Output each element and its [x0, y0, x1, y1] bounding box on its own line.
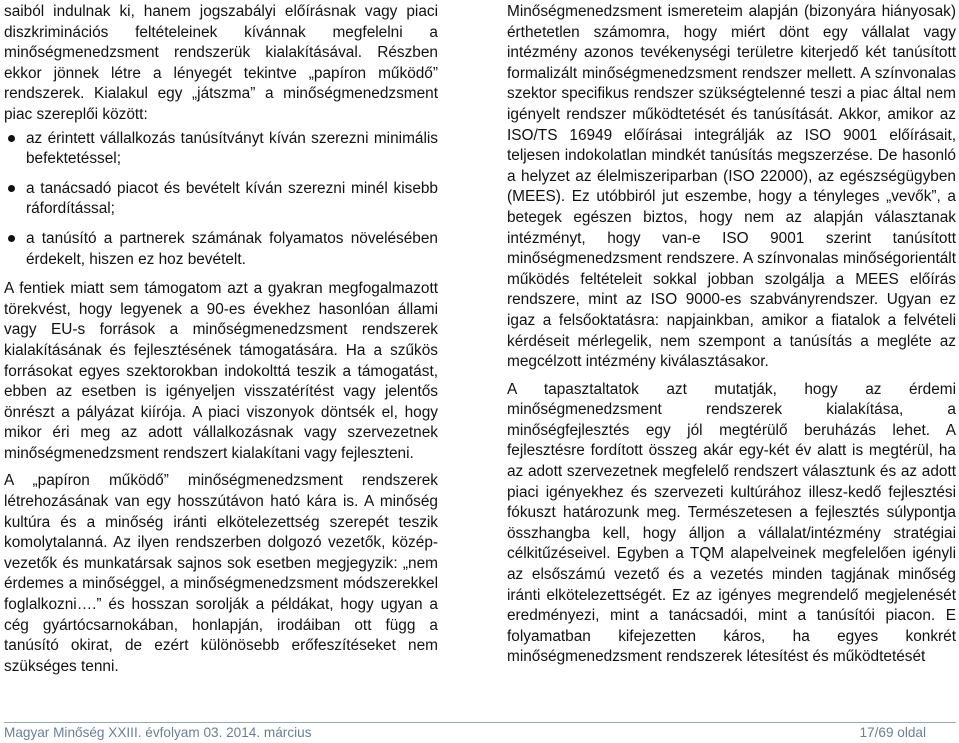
- journal-info: Magyar Minőség XXIII. évfolyam 03. 2014. március: [4, 725, 312, 740]
- bullet-icon: [8, 185, 15, 192]
- right-paragraph-2: A tapasztaltatok azt mutatják, hogy az érdemi minőségmenedzsment rendszerek kialakítása, a minőségfejlesztés egy jól megtérülő beruházás lehet. A fejlesztésre fordított összeg akár egy-két év alatt is megtérül, ha az adott szervezetnek megfelelő rendszert választunk és az adott piaci igényekhez és szervezeti kultúrához illesz-kedő fejlesztési fókuszt határozunk meg. Természetesen a fejlesztés súlypontja összhangba kell, hogy álljon a vállalat/intézmény stratégiai célkitűzéseivel. Egyben a TQM alapelveinek megfelelően igényli az elsőszámú vezető és a vezetés minden tagjának minőség iránti elkötelezettségét. Ez az igényes megrendelő megjelenését eredményezi, mint a tanácsadói, mint a tanúsítói piacon. E folyamatban kifejezetten káros, ha egyes konkrét minőségmenedzsment rendszerek létesítést és működtetését: [507, 380, 956, 666]
- right-column: [507, 2, 956, 668]
- right-paragraph-1: Minőségmenedzsment ismereteim alapján (bizonyára hiányosak) érthetetlen számomra, hogy miért dönt egy vállalat vagy intézmény azonos tevékenységi területre kiterjedő két tanúsított formalizált minőségmenedzsment rendszer mellett. A színvonalas szektor specifikus rendszer szükségtelenné teszi a piac által nem igényelt rendszer működtetését és tanúsítását. Akkor, amikor az ISO/TS 16949 előírásai integrálják az ISO 9001 előírásait, teljesen indokolatlan mindkét tanúsítás megszerzése. De hasonló a helyzet az élelmiszeriparban (ISO 22000), az egészségügyben (MEES). Ez utóbbiról jut eszembe, hogy a tényleges „vevők”, a betegek egészen biztos, hogy nem az alapján választanak intézményt, hogy van-e ISO 9001 szerint tanúsított minőségmenedzsment rendszere. A színvonalas minőségorientált működés feltételeit sokkal jobban szolgálja a MEES előírás rendszere, mint az ISO 9000-es szabványrendszer. Ugyan ez igaz a felsőoktatásra: napjainkban, amikor a fiatalok a felvételi kérdéseit mérlegelik, nem szempont a tanúsítás a megléte az megcélzott intézmény kiválasztásakor.: [507, 3, 956, 371]
- left-column: [4, 2, 438, 677]
- left-paragraph-3: A „papíron működő” minőségmenedzsment rendszerek létrehozásának van egy hosszútávon ható kára is. A minőség kultúra és a minőség iránti elkötelezettség szerepét teszik komolytalanná. Az ilyen rendszerben dolgozó vezetők, közép-vezetők és munkatársak sajnos sok esetben megjegyzik: „nem érdemes a minőséggel, a minőségmenedzsment módszerekkel foglalkozni….” és hosszan sorolják a példákat, hogy ugyan a cég gyártócsarnokában, honlapján, irodáiban ott függ a tanúsító okirat, de ezért különösebb erőfeszítéseket nem szükséges tenni.: [4, 472, 438, 675]
- list-item: a tanúsító a partnerek számának folyamatos növelésében érdekelt, hiszen ez hoz bevételt.: [4, 229, 438, 270]
- list-item: a tanácsadó piacot és bevételt kíván szerezni minél kisebb ráfordítással;: [4, 179, 438, 220]
- left-paragraph-2: A fentiek miatt sem támogatom azt a gyakran megfogalmazott törekvést, hogy legyenek a 90-es évekhez hasonlóan állami vagy EU-s források a minőségmenedzsment rendszerek kialakításának és fejlesztésének támogatására. Ha a szűkös forrásokat egyes szektorokban indokolttá teszik a támogatást, ebben az esetben is igényeljen visszatérítést vagy jelentős önrészt a pályázat kiírója. A piaci viszonyok döntsék el, hogy mikor éri meg az adott vállalkozásnak vagy szervezetnek minőségmenedzsment rendszert kialakítani vagy fejleszteni.: [4, 280, 438, 462]
- page-number: 17/69 oldal: [859, 725, 926, 740]
- left-paragraph-1: saiból indulnak ki, hanem jogszabályi előírásnak vagy piaci diszkriminációs feltételeinek kívánnak megfelelni a minőségmenedzsment rendszerük kialakításával. Részben ekkor jönnek létre a lényegét tekintve „papíron működő” rendszerek. Kialakul egy „játszma” a minőségmenedzsment piac szereplői között:: [4, 3, 438, 123]
- page-footer: [4, 722, 956, 743]
- bullet-icon: [8, 235, 15, 242]
- list-item: az érintett vállalkozás tanúsítványt kíván szerezni minimális befektetéssel;: [4, 129, 438, 170]
- stakeholder-list: [4, 129, 438, 271]
- bullet-icon: [8, 135, 15, 142]
